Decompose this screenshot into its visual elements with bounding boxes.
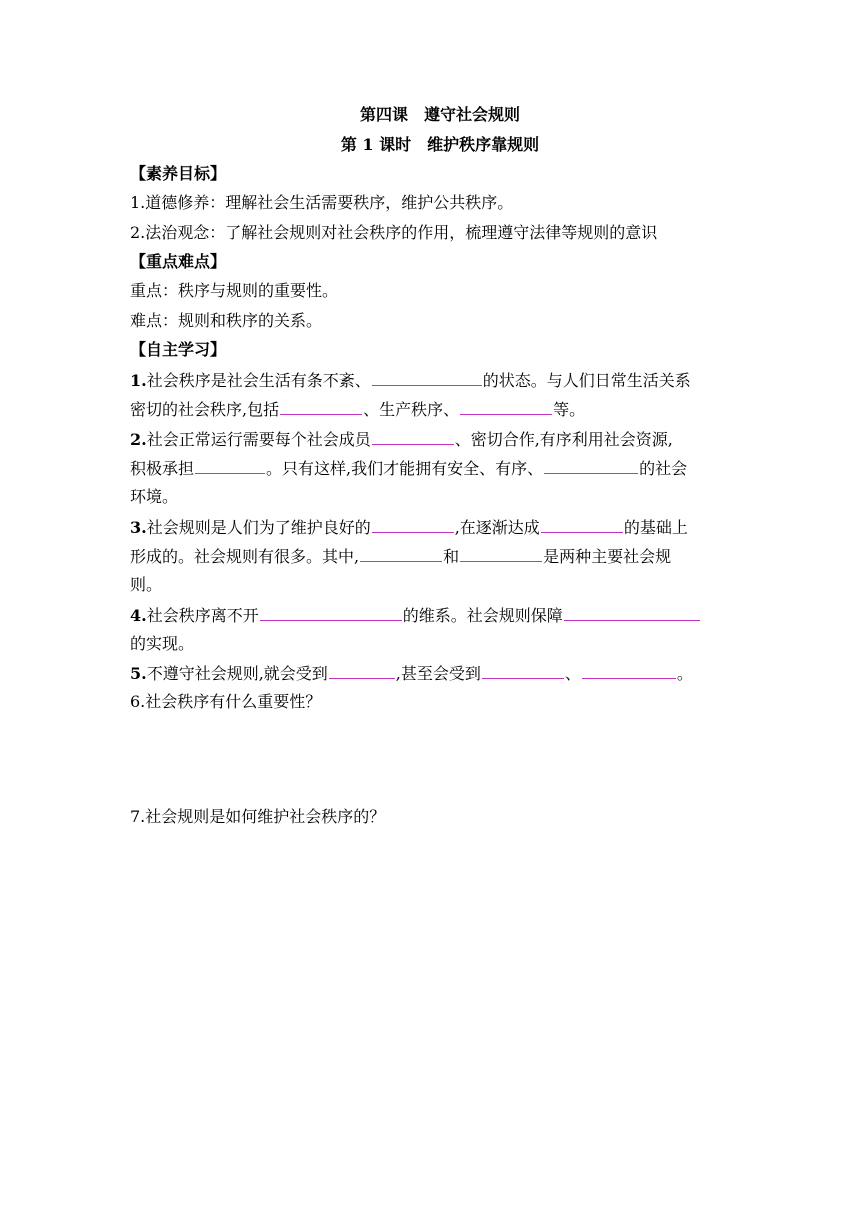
question-text: 的基础上 — [623, 518, 688, 537]
answer-blank[interactable] — [260, 604, 402, 621]
question-text: 的社会 — [639, 459, 688, 478]
section-heading-key-points: 【重点难点】 — [130, 252, 227, 271]
section-heading-goals: 【素养目标】 — [130, 164, 227, 183]
question-1-line-2 — [130, 398, 585, 421]
goal-item-2: 2.法治观念：了解社会规则对社会秩序的作用，梳理遵守法律等规则的意识 — [130, 223, 658, 242]
goal-item-1: 1.道德修养：理解社会生活需要秩序，维护公共秩序。 — [130, 193, 514, 212]
question-1-line-1 — [130, 369, 691, 392]
question-text: 、 — [564, 664, 581, 683]
question-number: 3. — [130, 518, 147, 537]
answer-blank[interactable] — [372, 369, 482, 386]
question-text: 社会正常运行需要每个社会成员 — [146, 430, 371, 449]
question-number: 4. — [130, 606, 147, 625]
section-heading-self-study: 【自主学习】 — [130, 340, 227, 359]
question-4-line-1 — [130, 604, 701, 627]
question-text: ,在逐渐达成 — [454, 518, 540, 537]
answer-blank[interactable] — [280, 398, 362, 415]
question-text: 。 — [676, 664, 693, 683]
question-text: 的状态。与人们日常生活关系 — [482, 371, 691, 390]
answer-blank[interactable] — [372, 428, 454, 445]
question-text: 积极承担 — [130, 459, 195, 478]
answer-blank[interactable] — [482, 662, 564, 679]
question-text: 等。 — [553, 400, 586, 419]
session-title: 第 1 课时 维护秩序靠规则 — [340, 135, 540, 154]
question-text: 、生产秩序、 — [363, 400, 460, 419]
answer-blank[interactable] — [544, 457, 638, 474]
answer-blank[interactable] — [360, 545, 442, 562]
question-2-line-3: 环境。 — [130, 487, 179, 506]
question-6: 6.社会秩序有什么重要性？ — [130, 692, 322, 711]
answer-blank[interactable] — [372, 516, 454, 533]
answer-blank[interactable] — [564, 604, 700, 621]
answer-blank[interactable] — [541, 516, 623, 533]
question-number: 5. — [130, 664, 147, 683]
key-point-1: 重点：秩序与规则的重要性。 — [130, 281, 339, 300]
question-text: 社会秩序是社会生活有条不紊、 — [146, 371, 371, 390]
answer-blank[interactable] — [460, 545, 542, 562]
lesson-title: 第四课 遵守社会规则 — [359, 105, 520, 124]
question-3-line-1 — [130, 516, 688, 539]
key-point-2: 难点：规则和秩序的关系。 — [130, 311, 323, 330]
answer-blank[interactable] — [460, 398, 552, 415]
question-text: 社会秩序离不开 — [146, 606, 259, 625]
question-text: 形成的。社会规则有很多。其中, — [130, 547, 360, 566]
question-text: ,甚至会受到 — [395, 664, 481, 683]
question-text: 社会规则是人们为了维护良好的 — [146, 518, 371, 537]
question-text: 不遵守社会规则,就会受到 — [146, 664, 328, 683]
question-number: 1. — [130, 371, 147, 390]
answer-blank[interactable] — [329, 662, 395, 679]
question-number: 2. — [130, 430, 147, 449]
question-text: 密切的社会秩序,包括 — [130, 400, 280, 419]
question-text: 、密切合作,有序利用社会资源, — [454, 430, 673, 449]
question-4-line-2: 的实现。 — [130, 634, 195, 653]
question-3-line-2 — [130, 545, 671, 568]
question-text: 。只有这样,我们才能拥有安全、有序、 — [266, 459, 544, 478]
answer-blank[interactable] — [195, 457, 265, 474]
question-7: 7.社会规则是如何维护社会秩序的？ — [130, 807, 386, 826]
question-text: 是两种主要社会规 — [543, 547, 672, 566]
question-text: 和 — [443, 547, 460, 566]
question-3-line-3: 则。 — [130, 575, 163, 594]
question-2-line-1 — [130, 428, 673, 451]
question-text: 的维系。社会规则保障 — [402, 606, 563, 625]
answer-blank[interactable] — [582, 662, 676, 679]
question-5-line-1 — [130, 662, 693, 685]
question-2-line-2 — [130, 457, 687, 480]
